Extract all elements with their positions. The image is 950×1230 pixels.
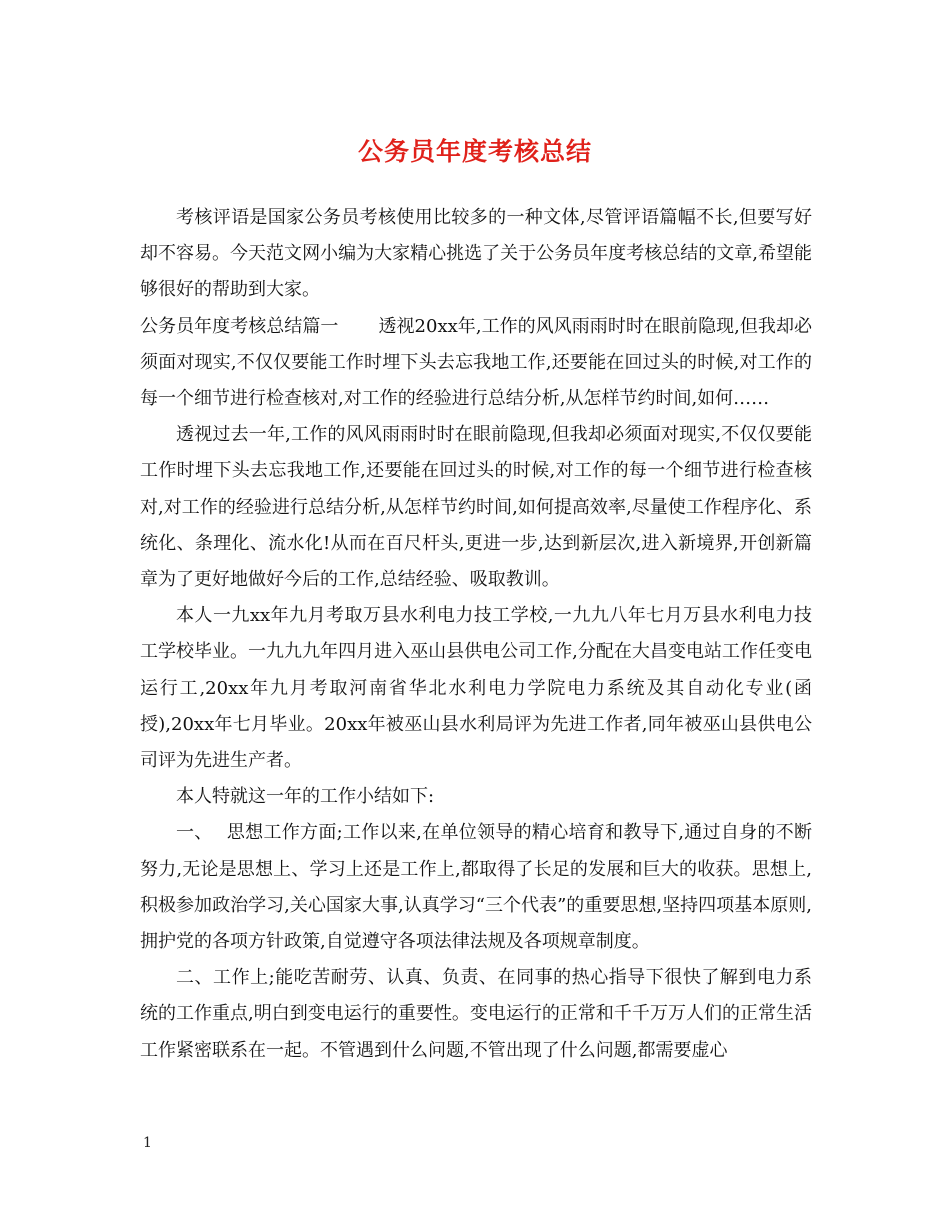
ideology-paragraph [140,815,812,960]
document-body [140,200,812,1069]
work-paragraph: 二、工作上;能吃苦耐劳、认真、负责、在同事的热心指导下很快了解到电力系统的工作重点,明白到变电运行的重要性。变电运行的正常和千千万万人们的正常生活工作紧密联系在一起。不管遇到什么问题,不管出现了什么问题,都需要虚心 [140,967,812,1061]
summary-intro-paragraph: 本人特就这一年的工作小结如下: [176,786,435,808]
article-teaser: 透视20xx年,工作的风风雨雨时时在眼前隐现,但我却必须面对现实,不仅仅要能工作时埋下头去忘我地工作,还要能在回过头的时候,对工作的每一个细节进行检查核对,对工作的经验进行总结分析,从怎样节约时间,如何…… [140,315,812,410]
section-marker: 一、 [176,822,213,844]
background-paragraph: 本人一九xx年九月考取万县水利电力技工学校,一九九八年七月万县水利电力技工学校毕业。一九九九年四月进入巫山县供电公司工作,分配在大昌变电站工作任变电运行工,20xx年九月考取河南省华北水利电力学院电力系统及其自动化专业(函授),20xx年七月毕业。20xx年被巫山县水利局评为先进工作者,同年被巫山县供电公司评为先进生产者。 [140,605,812,772]
intro-paragraph: 考核评语是国家公务员考核使用比较多的一种文体,尽管评语篇幅不长,但要写好却不容易。今天范文网小编为大家精心挑选了关于公务员年度考核总结的文章,希望能够很好的帮助到大家。 [140,207,812,301]
document-title: 公务员年度考核总结 [357,137,592,166]
article-heading: 公务员年度考核总结篇一 [140,315,339,337]
review-paragraph: 透视过去一年,工作的风风雨雨时时在眼前隐现,但我却必须面对现实,不仅仅要能工作时埋下头去忘我地工作,还要能在回过头的时候,对工作的每一个细节进行检查核对,对工作的经验进行总结分析,从怎样节约时间,如何提高效率,尽量使工作程序化、系统化、条理化、流水化!从而在百尺杆头,更进一步,达到新层次,进入新境界,开创新篇章为了更好地做好今后的工作,总结经验、吸取教训。 [140,424,812,591]
page-number: 1 [143,1135,152,1151]
ideology-text: 思想工作方面;工作以来,在单位领导的精心培育和教导下,通过自身的不断努力,无论是思想上、学习上还是工作上,都取得了长足的发展和巨大的收获。思想上,积极参加政治学习,关心国家大事,认真学习“三个代表”的重要思想,坚持四项基本原则,拥护党的各项方针政策,自觉遵守各项法律法规及各项规章制度。 [140,822,813,953]
article-summary-paragraph [140,309,812,418]
